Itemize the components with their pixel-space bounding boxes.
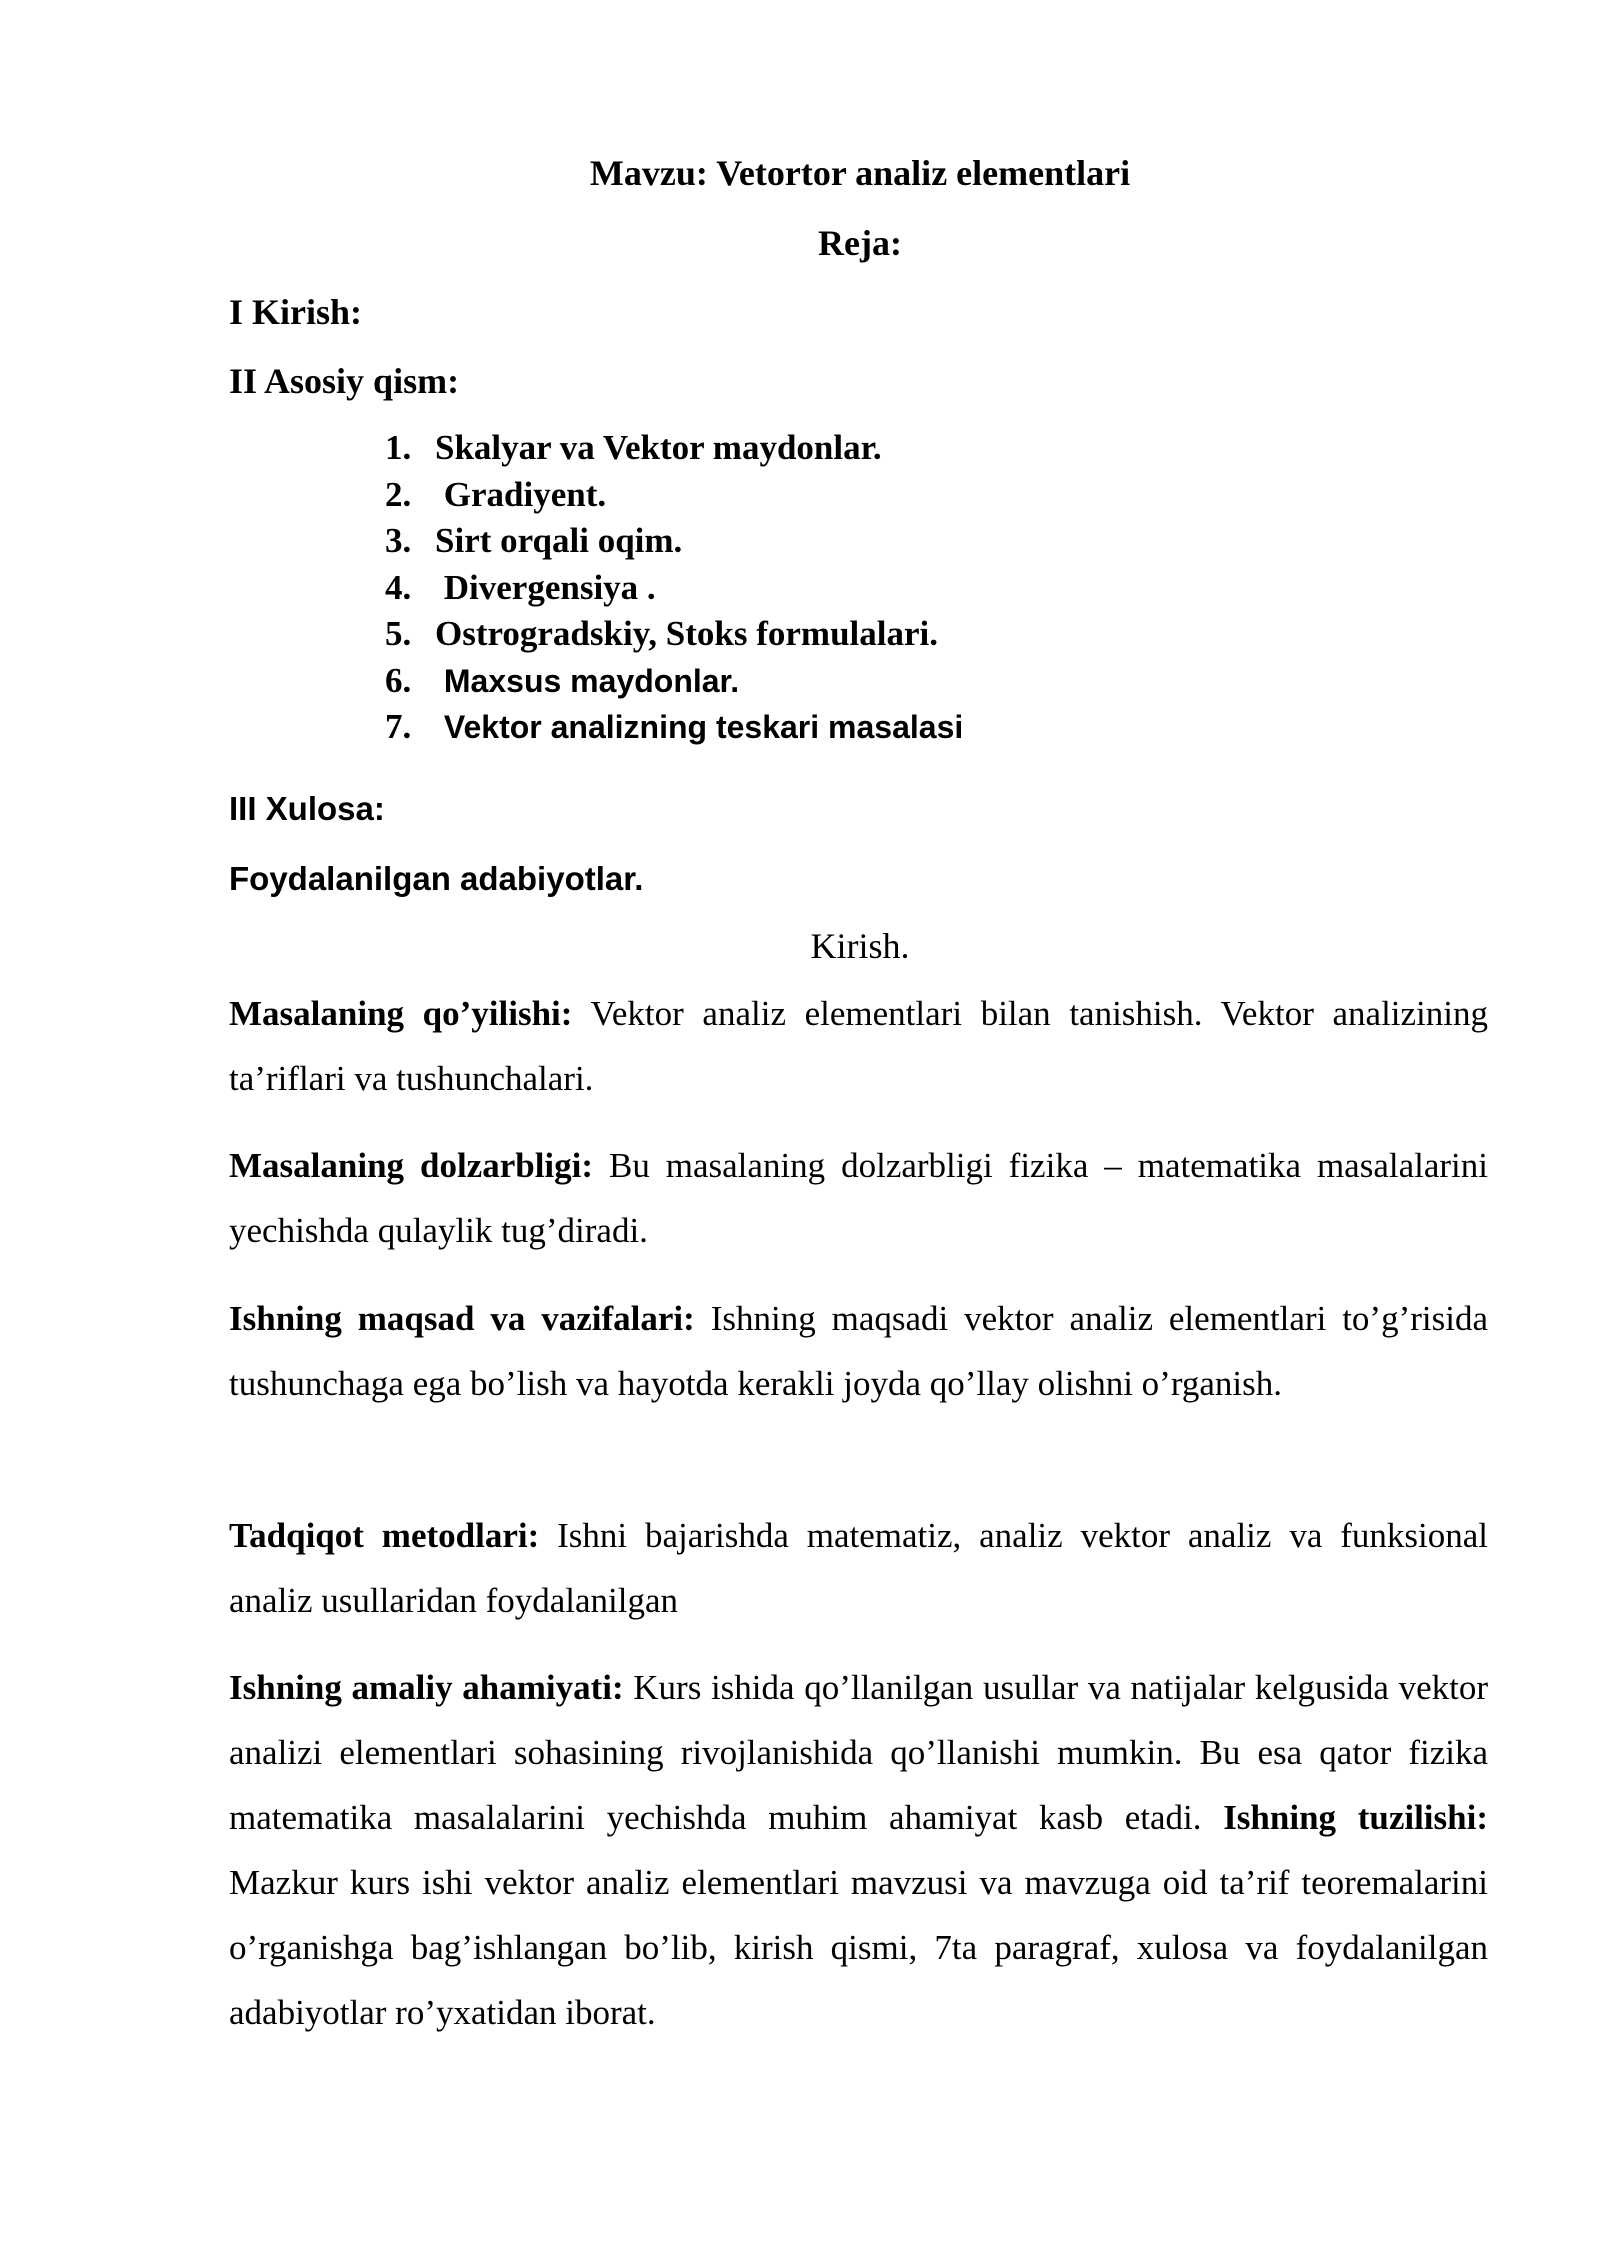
plan-item-text: Gradiyent. bbox=[435, 474, 607, 514]
paragraph-lead: Ishning amaliy ahamiyati: bbox=[229, 1668, 624, 1707]
paragraph-text: Bu masalaning dolzarbligi fizika – matematika masalalarini yechishda qulaylik tug’diradi. bbox=[229, 1146, 1488, 1250]
paragraph-relevance bbox=[229, 1133, 1488, 1263]
paragraph-lead: Ishning maqsad va vazifalari: bbox=[229, 1299, 695, 1338]
plan-item bbox=[385, 426, 963, 473]
paragraph-lead: Masalaning dolzarbligi: bbox=[229, 1146, 594, 1185]
document-title: Mavzu: Vetortor analiz elementlari bbox=[589, 153, 1131, 193]
paragraph-text: Kurs ishida qo’llanilgan usullar va natijalar kelgusida vektor analizi elementlari sohasining rivojlanishida qo’llanishi mumkin. Bu esa qator fizika matematika masalalarini yechishda muhim ahamiyat kasb etadi. bbox=[229, 1668, 1488, 1837]
outline-main-part: II Asosiy qism: bbox=[229, 361, 460, 401]
plan-item-number: 1. bbox=[385, 428, 412, 467]
plan-item-number: 3. bbox=[385, 521, 412, 560]
plan-item bbox=[385, 705, 963, 752]
paragraph-problem-statement bbox=[229, 981, 1488, 1111]
paragraph-significance bbox=[229, 1655, 1488, 2045]
paragraph-methods bbox=[229, 1503, 1488, 1633]
paragraph-text: Ishning maqsadi vektor analiz elementlari to’g’risida tushunchaga ega bo’lish va hayotda kerakli joyda qo’llay olishni o’rganish. bbox=[229, 1299, 1488, 1403]
plan-item-text: Skalyar va Vektor maydonlar. bbox=[435, 428, 882, 467]
paragraph-lead: Tadqiqot metodlari: bbox=[229, 1516, 540, 1555]
paragraph-text-structure: Mazkur kurs ishi vektor analiz elementlari mavzusi va mavzuga oid ta’rif teoremalarini o’rganishga bag’ishlangan bo’lib, kirish qismi, 7ta paragraf, xulosa va foydalanilgan adabiyotlar ro’yxatidan iborat. bbox=[229, 1863, 1488, 2032]
intro-heading: Kirish. bbox=[810, 926, 910, 966]
plan-item-number: 5. bbox=[385, 614, 412, 653]
paragraph-goals bbox=[229, 1286, 1488, 1416]
plan-list bbox=[385, 426, 963, 752]
paragraph-lead-structure: Ishning tuzilishi: bbox=[1223, 1798, 1488, 1837]
outline-intro: I Kirish: bbox=[229, 292, 363, 332]
plan-item-number: 4. bbox=[385, 567, 412, 607]
plan-item bbox=[385, 566, 963, 613]
plan-item bbox=[385, 659, 963, 706]
plan-item bbox=[385, 519, 963, 566]
plan-item-number: 6. bbox=[385, 660, 412, 700]
plan-item-text: Sirt orqali oqim. bbox=[435, 521, 683, 560]
plan-item bbox=[385, 473, 963, 520]
plan-item-number: 7. bbox=[385, 707, 412, 746]
plan-heading: Reja: bbox=[818, 223, 902, 263]
plan-item-text: Vektor analizning teskari masalasi bbox=[435, 709, 964, 745]
outline-references: Foydalanilgan adabiyotlar. bbox=[229, 860, 644, 897]
plan-item-text: Ostrogradskiy, Stoks formulalari. bbox=[435, 614, 939, 653]
outline-conclusion: III Xulosa: bbox=[229, 790, 385, 827]
plan-item-number: 2. bbox=[385, 474, 412, 514]
paragraph-text: Ishni bajarishda matematiz, analiz vektor analiz va funksional analiz usullaridan foydalanilgan bbox=[229, 1516, 1488, 1620]
paragraph-lead: Masalaning qo’yilishi: bbox=[229, 994, 573, 1033]
paragraph-text: Vektor analiz elementlari bilan tanishish. Vektor analizining ta’riflari va tushunchalari. bbox=[229, 994, 1488, 1098]
plan-item-text: Maxsus maydonlar. bbox=[435, 662, 740, 699]
plan-item-text: Divergensiya . bbox=[435, 567, 656, 607]
plan-item bbox=[385, 612, 963, 659]
